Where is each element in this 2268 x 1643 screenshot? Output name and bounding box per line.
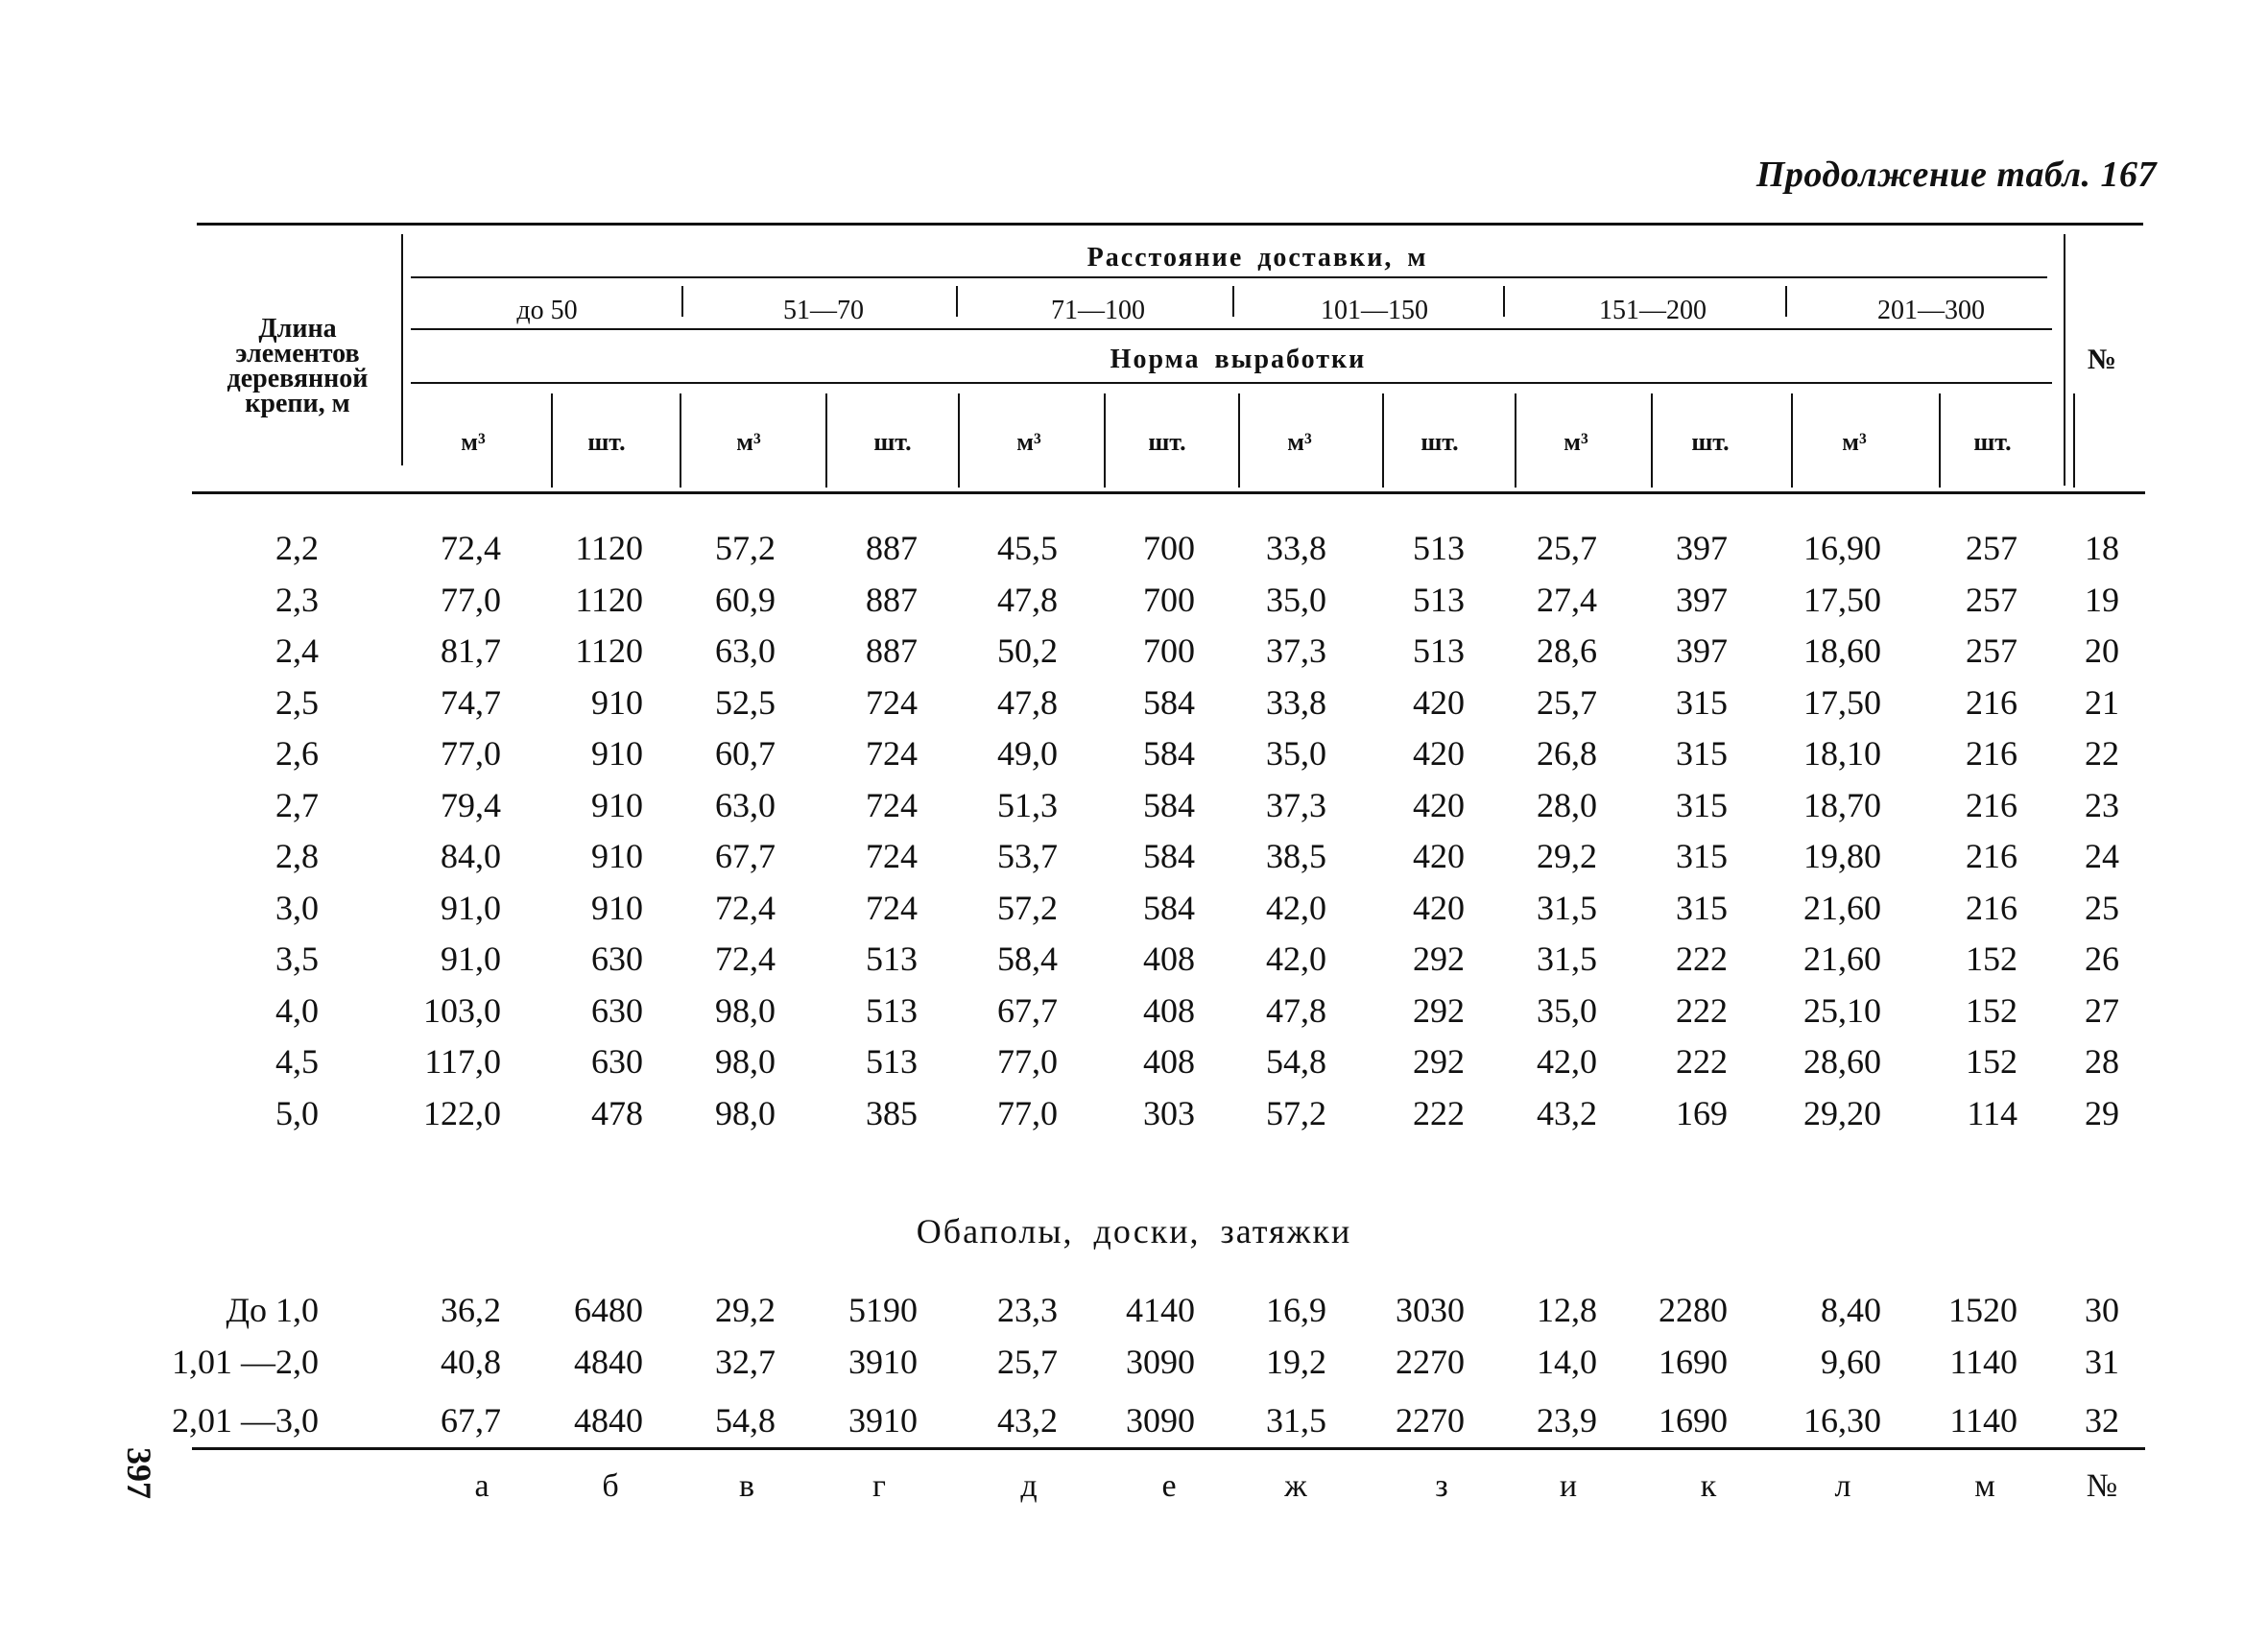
table-cell: 35,0 xyxy=(1266,734,1326,773)
table-cell: 18,10 xyxy=(1803,734,1881,773)
table-cell: 35,0 xyxy=(1537,990,1597,1030)
row-number: 32 xyxy=(2085,1401,2119,1440)
table-cell: 724 xyxy=(866,682,918,722)
row-length: До 1,0 xyxy=(226,1291,319,1329)
table-row xyxy=(0,1396,2268,1444)
distance-group-label: 51—70 xyxy=(783,296,864,325)
table-cell: 98,0 xyxy=(715,1042,776,1081)
table-cell: 700 xyxy=(1143,529,1195,567)
row-number: 31 xyxy=(2085,1343,2119,1381)
unit-separator xyxy=(1939,393,1941,488)
page-number: 397 xyxy=(120,1447,158,1499)
table-cell: 513 xyxy=(1413,631,1465,670)
table-cell: 38,5 xyxy=(1266,837,1326,875)
table-cell: 1690 xyxy=(1659,1343,1728,1381)
column-letter: л xyxy=(1834,1468,1851,1504)
table-cell: 84,0 xyxy=(441,837,501,875)
table-row xyxy=(0,1037,2268,1085)
table-cell: 57,2 xyxy=(715,529,776,567)
table-cell: 216 xyxy=(1966,888,2017,927)
table-cell: 910 xyxy=(591,734,643,773)
table-cell: 31,5 xyxy=(1266,1401,1326,1440)
table-row xyxy=(0,1089,2268,1137)
table-cell: 63,0 xyxy=(715,785,776,824)
table-cell: 31,5 xyxy=(1537,940,1597,978)
table-cell: 67,7 xyxy=(441,1401,501,1440)
row-header: Длина элементов деревянной крепи, м xyxy=(227,314,369,418)
table-cell: 42,0 xyxy=(1266,940,1326,978)
table-cell: 630 xyxy=(591,940,643,978)
column-letter: д xyxy=(1020,1468,1038,1504)
table-cell: 14,0 xyxy=(1537,1343,1597,1381)
column-letter: а xyxy=(474,1468,489,1504)
table-row xyxy=(0,1338,2268,1386)
table-cell: 4840 xyxy=(574,1401,643,1440)
table-cell: 1120 xyxy=(575,529,643,567)
table-top-rule xyxy=(197,223,2143,226)
row-number: 25 xyxy=(2085,888,2119,927)
column-letter: м xyxy=(1974,1468,1995,1504)
table-cell: 3910 xyxy=(848,1401,918,1440)
table-cell: 152 xyxy=(1966,940,2017,978)
table-cell: 35,0 xyxy=(1266,580,1326,619)
unit-m3-label: м³ xyxy=(1564,428,1588,456)
table-cell: 25,7 xyxy=(1537,529,1597,567)
table-cell: 315 xyxy=(1676,785,1728,824)
row-length: 2,7 xyxy=(275,785,319,824)
unit-separator xyxy=(680,393,681,488)
table-cell: 385 xyxy=(866,1093,918,1132)
table-cell: 292 xyxy=(1413,990,1465,1030)
table-cell: 216 xyxy=(1966,734,2017,773)
table-cell: 3090 xyxy=(1126,1401,1195,1440)
table-caption: Продолжение табл. 167 xyxy=(1755,155,2157,195)
table-cell: 910 xyxy=(591,785,643,824)
table-cell: 51,3 xyxy=(997,785,1058,824)
table-cell: 513 xyxy=(866,940,918,978)
distance-title-rule xyxy=(411,276,2047,278)
table-cell: 1120 xyxy=(575,580,643,619)
unit-m3-label: м³ xyxy=(1287,428,1312,456)
table-cell: 57,2 xyxy=(997,888,1058,927)
row-length: 2,4 xyxy=(275,631,319,670)
column-letter: и xyxy=(1559,1468,1578,1504)
table-cell: 700 xyxy=(1143,580,1195,619)
group-separator xyxy=(1503,286,1505,317)
unit-sht-label: шт. xyxy=(587,428,626,456)
table-cell: 117,0 xyxy=(424,1042,501,1081)
row-length: 4,5 xyxy=(275,1042,319,1081)
table-cell: 420 xyxy=(1413,682,1465,722)
table-cell: 700 xyxy=(1143,631,1195,670)
unit-m3-label: м³ xyxy=(1842,428,1867,456)
group-separator xyxy=(681,286,683,317)
table-cell: 58,4 xyxy=(997,940,1058,978)
table-cell: 513 xyxy=(1413,529,1465,567)
table-cell: 315 xyxy=(1676,734,1728,773)
table-cell: 19,80 xyxy=(1803,837,1881,875)
table-cell: 42,0 xyxy=(1266,888,1326,927)
group-separator xyxy=(1785,286,1787,317)
distance-group-label: 201—300 xyxy=(1877,296,1985,325)
table-cell: 5190 xyxy=(848,1291,918,1329)
table-cell: 36,2 xyxy=(441,1291,501,1329)
table-cell: 222 xyxy=(1413,1093,1465,1132)
table-cell: 45,5 xyxy=(997,529,1058,567)
table-cell: 513 xyxy=(866,990,918,1030)
table-cell: 54,8 xyxy=(1266,1042,1326,1081)
row-number: 28 xyxy=(2085,1042,2119,1081)
column-letter: з xyxy=(1435,1468,1448,1504)
unit-m3-label: м³ xyxy=(1016,428,1041,456)
table-cell: 420 xyxy=(1413,785,1465,824)
table-cell: 152 xyxy=(1966,1042,2017,1081)
table-cell: 42,0 xyxy=(1537,1042,1597,1081)
table-cell: 724 xyxy=(866,888,918,927)
row-number: 26 xyxy=(2085,940,2119,978)
table-bottom-rule xyxy=(192,1447,2145,1450)
table-cell: 16,9 xyxy=(1266,1291,1326,1329)
table-cell: 67,7 xyxy=(997,990,1058,1030)
table-cell: 1520 xyxy=(1948,1291,2017,1329)
table-cell: 27,4 xyxy=(1537,580,1597,619)
unit-m3-label: м³ xyxy=(736,428,761,456)
table-cell: 513 xyxy=(1413,580,1465,619)
table-cell: 257 xyxy=(1966,580,2017,619)
table-cell: 887 xyxy=(866,529,918,567)
table-cell: 420 xyxy=(1413,888,1465,927)
table-cell: 43,2 xyxy=(997,1401,1058,1440)
table-cell: 53,7 xyxy=(997,837,1058,875)
table-cell: 315 xyxy=(1676,682,1728,722)
row-number: 24 xyxy=(2085,837,2119,875)
table-row xyxy=(0,729,2268,777)
distance-group-label: 151—200 xyxy=(1599,296,1707,325)
row-length: 2,2 xyxy=(275,529,319,567)
table-row xyxy=(0,576,2268,624)
table-cell: 29,2 xyxy=(1537,837,1597,875)
table-cell: 28,0 xyxy=(1537,785,1597,824)
column-letter: г xyxy=(872,1468,886,1504)
table-cell: 98,0 xyxy=(715,1093,776,1132)
units-left-border xyxy=(401,393,403,465)
row-length: 1,01 —2,0 xyxy=(172,1343,319,1381)
table-cell: 420 xyxy=(1413,837,1465,875)
table-cell: 47,8 xyxy=(997,682,1058,722)
table-cell: 98,0 xyxy=(715,990,776,1030)
unit-separator xyxy=(1515,393,1516,488)
norm-title-rule xyxy=(411,382,2052,384)
table-cell: 21,60 xyxy=(1803,888,1881,927)
table-cell: 584 xyxy=(1143,682,1195,722)
num-header: № xyxy=(2087,344,2117,375)
table-cell: 67,7 xyxy=(715,837,776,875)
table-cell: 222 xyxy=(1676,940,1728,978)
row-number: 30 xyxy=(2085,1291,2119,1329)
table-cell: 9,60 xyxy=(1821,1343,1881,1381)
row-length: 2,01 —3,0 xyxy=(172,1401,319,1440)
table-cell: 724 xyxy=(866,837,918,875)
table-cell: 887 xyxy=(866,580,918,619)
table-cell: 584 xyxy=(1143,734,1195,773)
table-cell: 8,40 xyxy=(1821,1291,1881,1329)
row-number: 20 xyxy=(2085,631,2119,670)
row-number: 29 xyxy=(2085,1093,2119,1132)
table-row xyxy=(0,832,2268,880)
table-cell: 12,8 xyxy=(1537,1291,1597,1329)
table-cell: 50,2 xyxy=(997,631,1058,670)
unit-separator xyxy=(825,393,827,488)
column-letter: б xyxy=(602,1468,619,1504)
table-cell: 3910 xyxy=(848,1343,918,1381)
column-letter: к xyxy=(1700,1468,1717,1504)
table-cell: 72,4 xyxy=(715,940,776,978)
table-cell: 408 xyxy=(1143,990,1195,1030)
table-cell: 47,8 xyxy=(997,580,1058,619)
table-cell: 584 xyxy=(1143,837,1195,875)
group-separator xyxy=(956,286,958,317)
table-cell: 29,2 xyxy=(715,1291,776,1329)
table-cell: 397 xyxy=(1676,580,1728,619)
table-cell: 408 xyxy=(1143,1042,1195,1081)
table-cell: 19,2 xyxy=(1266,1343,1326,1381)
table-row xyxy=(0,627,2268,675)
table-cell: 584 xyxy=(1143,785,1195,824)
unit-sht-label: шт. xyxy=(1691,428,1730,456)
table-cell: 18,70 xyxy=(1803,785,1881,824)
unit-separator xyxy=(1382,393,1384,488)
table-cell: 47,8 xyxy=(1266,990,1326,1030)
table-row xyxy=(0,781,2268,829)
section-title: Обаполы, доски, затяжки xyxy=(916,1212,1352,1250)
table-cell: 3030 xyxy=(1396,1291,1465,1329)
table-cell: 28,6 xyxy=(1537,631,1597,670)
table-cell: 23,9 xyxy=(1537,1401,1597,1440)
table-cell: 292 xyxy=(1413,1042,1465,1081)
distance-group-label: 71—100 xyxy=(1051,296,1145,325)
table-cell: 584 xyxy=(1143,888,1195,927)
table-cell: 408 xyxy=(1143,940,1195,978)
table-cell: 3090 xyxy=(1126,1343,1195,1381)
table-cell: 29,20 xyxy=(1803,1093,1881,1132)
group-separator xyxy=(1232,286,1234,317)
unit-separator xyxy=(551,393,553,488)
unit-separator xyxy=(1238,393,1240,488)
row-length: 4,0 xyxy=(275,990,319,1030)
row-length: 2,8 xyxy=(275,837,319,875)
row-number: 22 xyxy=(2085,734,2119,773)
table-row xyxy=(0,524,2268,572)
table-cell: 1120 xyxy=(575,631,643,670)
table-cell: 257 xyxy=(1966,631,2017,670)
table-cell: 23,3 xyxy=(997,1291,1058,1329)
table-cell: 49,0 xyxy=(997,734,1058,773)
unit-sht-label: шт. xyxy=(1420,428,1459,456)
table-cell: 1140 xyxy=(1949,1401,2017,1440)
row-length: 2,3 xyxy=(275,580,319,619)
table-cell: 77,0 xyxy=(997,1042,1058,1081)
table-cell: 16,90 xyxy=(1803,529,1881,567)
table-cell: 1690 xyxy=(1659,1401,1728,1440)
table-cell: 630 xyxy=(591,990,643,1030)
row-number: 21 xyxy=(2085,682,2119,722)
table-cell: 114 xyxy=(1967,1093,2017,1132)
table-row xyxy=(0,679,2268,726)
table-cell: 216 xyxy=(1966,785,2017,824)
table-cell: 152 xyxy=(1966,990,2017,1030)
table-cell: 28,60 xyxy=(1803,1042,1881,1081)
table-cell: 77,0 xyxy=(441,734,501,773)
table-cell: 397 xyxy=(1676,631,1728,670)
table-cell: 4840 xyxy=(574,1343,643,1381)
table-cell: 17,50 xyxy=(1803,580,1881,619)
footer-num-label: № xyxy=(2086,1468,2118,1504)
table-row xyxy=(0,987,2268,1035)
table-cell: 21,60 xyxy=(1803,940,1881,978)
table-cell: 478 xyxy=(591,1093,643,1132)
row-number: 18 xyxy=(2085,529,2119,567)
row-number: 23 xyxy=(2085,785,2119,824)
unit-separator xyxy=(2073,393,2075,488)
unit-sht-label: шт. xyxy=(1148,428,1186,456)
table-cell: 303 xyxy=(1143,1093,1195,1132)
row-length: 2,6 xyxy=(275,734,319,773)
row-number: 19 xyxy=(2085,580,2119,619)
unit-separator xyxy=(958,393,960,488)
norm-title: Норма выработки xyxy=(1110,345,1367,374)
table-cell: 43,2 xyxy=(1537,1093,1597,1132)
table-cell: 2270 xyxy=(1396,1401,1465,1440)
table-cell: 17,50 xyxy=(1803,682,1881,722)
table-cell: 40,8 xyxy=(441,1343,501,1381)
table-row xyxy=(0,1286,2268,1334)
unit-sht-label: шт. xyxy=(873,428,912,456)
table-cell: 72,4 xyxy=(715,888,776,927)
table-cell: 26,8 xyxy=(1537,734,1597,773)
table-cell: 25,7 xyxy=(1537,682,1597,722)
table-cell: 630 xyxy=(591,1042,643,1081)
table-cell: 910 xyxy=(591,837,643,875)
table-cell: 31,5 xyxy=(1537,888,1597,927)
table-cell: 724 xyxy=(866,785,918,824)
table-cell: 74,7 xyxy=(441,682,501,722)
unit-m3-label: м³ xyxy=(461,428,486,456)
table-cell: 122,0 xyxy=(423,1093,501,1132)
table-cell: 33,8 xyxy=(1266,682,1326,722)
table-cell: 91,0 xyxy=(441,888,501,927)
table-cell: 91,0 xyxy=(441,940,501,978)
table-cell: 103,0 xyxy=(423,990,501,1030)
unit-separator xyxy=(1651,393,1653,488)
table-cell: 25,7 xyxy=(997,1343,1058,1381)
header-right-border xyxy=(2064,234,2065,486)
table-cell: 60,9 xyxy=(715,580,776,619)
column-letter: ж xyxy=(1284,1468,1307,1504)
table-cell: 2270 xyxy=(1396,1343,1465,1381)
table-cell: 18,60 xyxy=(1803,631,1881,670)
table-cell: 37,3 xyxy=(1266,785,1326,824)
table-cell: 910 xyxy=(591,888,643,927)
row-number: 27 xyxy=(2085,990,2119,1030)
header-bottom-rule xyxy=(192,491,2145,494)
table-cell: 292 xyxy=(1413,940,1465,978)
column-letter: е xyxy=(1161,1468,1177,1504)
table-cell: 33,8 xyxy=(1266,529,1326,567)
row-length: 3,0 xyxy=(275,888,319,927)
table-cell: 420 xyxy=(1413,734,1465,773)
table-row xyxy=(0,935,2268,983)
table-cell: 222 xyxy=(1676,1042,1728,1081)
table-cell: 1140 xyxy=(1949,1343,2017,1381)
table-cell: 724 xyxy=(866,734,918,773)
table-cell: 315 xyxy=(1676,837,1728,875)
table-cell: 37,3 xyxy=(1266,631,1326,670)
distance-group-label: до 50 xyxy=(516,296,578,325)
table-cell: 910 xyxy=(591,682,643,722)
table-cell: 72,4 xyxy=(441,529,501,567)
table-cell: 16,30 xyxy=(1803,1401,1881,1440)
table-cell: 25,10 xyxy=(1803,990,1881,1030)
groups-rule xyxy=(411,328,2052,330)
table-cell: 32,7 xyxy=(715,1343,776,1381)
table-cell: 2280 xyxy=(1659,1291,1728,1329)
row-length: 5,0 xyxy=(275,1093,319,1132)
table-cell: 81,7 xyxy=(441,631,501,670)
table-cell: 887 xyxy=(866,631,918,670)
row-length: 2,5 xyxy=(275,682,319,722)
unit-separator xyxy=(1104,393,1106,488)
distance-group-label: 101—150 xyxy=(1321,296,1428,325)
table-cell: 216 xyxy=(1966,682,2017,722)
table-cell: 4140 xyxy=(1126,1291,1195,1329)
table-cell: 57,2 xyxy=(1266,1093,1326,1132)
unit-separator xyxy=(1791,393,1793,488)
table-cell: 222 xyxy=(1676,990,1728,1030)
table-cell: 79,4 xyxy=(441,785,501,824)
row-length: 3,5 xyxy=(275,940,319,978)
table-cell: 216 xyxy=(1966,837,2017,875)
table-cell: 52,5 xyxy=(715,682,776,722)
table-cell: 397 xyxy=(1676,529,1728,567)
table-cell: 257 xyxy=(1966,529,2017,567)
table-cell: 77,0 xyxy=(997,1093,1058,1132)
table-cell: 513 xyxy=(866,1042,918,1081)
column-letter: в xyxy=(738,1468,755,1504)
table-cell: 77,0 xyxy=(441,580,501,619)
table-cell: 54,8 xyxy=(715,1401,776,1440)
unit-sht-label: шт. xyxy=(1973,428,2012,456)
table-cell: 60,7 xyxy=(715,734,776,773)
table-cell: 6480 xyxy=(574,1291,643,1329)
table-cell: 169 xyxy=(1676,1093,1728,1132)
table-cell: 63,0 xyxy=(715,631,776,670)
table-cell: 315 xyxy=(1676,888,1728,927)
distance-title: Расстояние доставки, м xyxy=(1086,243,1428,273)
table-row xyxy=(0,884,2268,932)
